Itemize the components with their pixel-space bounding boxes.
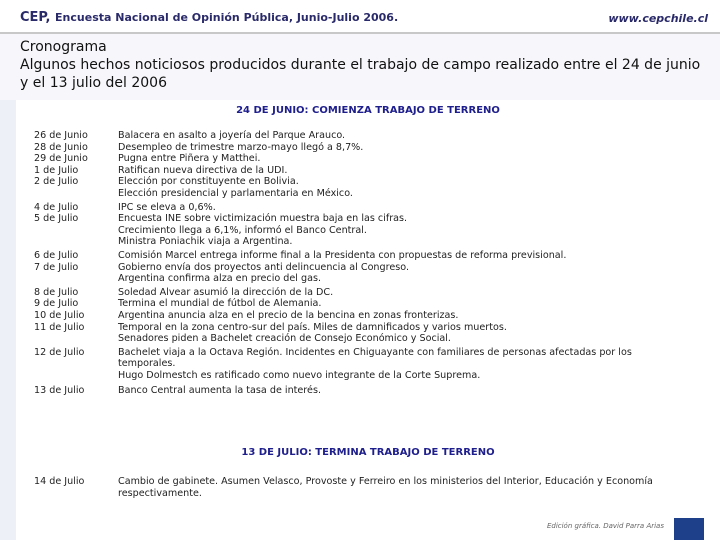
event-text: Banco Central aumenta la tasa de interés. — [118, 385, 321, 397]
event-text: Ministra Poniachik viaja a Argentina. — [118, 236, 293, 248]
header-brand: CEP, — [20, 10, 51, 25]
timeline-row — [18, 130, 718, 142]
row-date: 10 de Julio — [34, 309, 85, 321]
footer-logo-box — [674, 518, 704, 540]
row-date: 29 de Junio — [34, 153, 88, 165]
row-date: 28 de Junio — [34, 141, 88, 153]
event-text: Senadores piden a Bachelet creación de Consejo Económico y Social. — [118, 333, 451, 345]
event-text: IPC se eleva a 0,6%. — [118, 201, 216, 213]
row-date: 4 de Julio — [34, 201, 79, 213]
row-events — [118, 165, 718, 177]
event-text: Elección presidencial y parlamentaria en México. — [118, 187, 353, 199]
timeline-row — [18, 176, 718, 199]
left-stripe — [0, 34, 16, 540]
row-events — [118, 176, 718, 199]
event-text: Argentina confirma alza en precio del gas. — [118, 273, 322, 285]
row-events — [118, 202, 718, 214]
timeline-row — [18, 476, 718, 499]
header-subtitle: Encuesta Nacional de Opinión Pública, Junio-Julio 2006. — [55, 11, 399, 24]
title-block — [0, 34, 720, 100]
event-text: Gobierno envía dos proyectos anti delincuencia al Congreso. — [118, 261, 409, 273]
row-date: 14 de Julio — [34, 476, 85, 487]
section-heading-end: 13 DE JULIO: TERMINA TRABAJO DE TERRENO — [241, 447, 495, 458]
row-events — [118, 322, 718, 345]
timeline-row — [18, 287, 718, 299]
timeline-row — [18, 213, 718, 248]
row-date: 2 de Julio — [34, 176, 79, 188]
row-events — [118, 262, 718, 285]
timeline-row — [18, 165, 718, 177]
title-line-1: Cronograma — [20, 39, 107, 55]
event-text: Crecimiento llega a 6,1%, informó el Banco Central. — [118, 224, 367, 236]
row-events — [118, 250, 718, 262]
event-text: Cambio de gabinete. Asumen Velasco, Provoste y Ferreiro en los ministerios del Interior, Educación y Economía respectivamente. — [118, 476, 653, 499]
event-text: Encuesta INE sobre victimización muestra baja en las cifras. — [118, 213, 408, 225]
event-text: Pugna entre Piñera y Matthei. — [118, 153, 261, 165]
event-text: Argentina anuncia alza en el precio de la bencina en zonas fronterizas. — [118, 309, 459, 321]
timeline-row — [18, 250, 718, 262]
timeline-row — [18, 202, 718, 214]
header-title — [20, 10, 398, 25]
timeline-row — [18, 262, 718, 285]
row-events — [118, 153, 718, 165]
event-text: Bachelet viaja a la Octava Región. Incidentes en Chiguayante con familiares de personas afectadas por los temporales. — [118, 346, 632, 370]
row-date: 8 de Julio — [34, 286, 79, 298]
event-text: Balacera en asalto a joyería del Parque Arauco. — [118, 130, 346, 141]
row-events — [118, 476, 718, 499]
header-bar — [0, 0, 720, 34]
row-events — [118, 287, 718, 299]
event-text: Comisión Marcel entrega informe final a la Presidenta con propuestas de reforma previsional. — [118, 249, 567, 261]
row-date: 11 de Julio — [34, 321, 85, 333]
timeline-row — [18, 385, 718, 397]
event-text: Soledad Alvear asumió la dirección de la DC. — [118, 286, 334, 298]
row-date: 6 de Julio — [34, 249, 79, 261]
row-date: 7 de Julio — [34, 261, 79, 273]
row-date: 13 de Julio — [34, 385, 85, 397]
row-date: 5 de Julio — [34, 213, 79, 225]
event-text: Elección por constituyente en Bolivia. — [118, 176, 299, 188]
timeline-row — [18, 142, 718, 154]
title-line-2: Algunos hechos noticiosos producidos durante el trabajo de campo realizado entre el 24 de junio — [20, 57, 701, 73]
timeline-rows — [18, 130, 718, 397]
title-line-3: y el 13 julio del 2006 — [20, 75, 167, 91]
row-events — [118, 310, 718, 322]
section-heading-start: 24 DE JUNIO: COMIENZA TRABAJO DE TERRENO — [236, 105, 500, 116]
row-events — [118, 385, 718, 397]
timeline-row — [18, 322, 718, 345]
timeline-row — [18, 153, 718, 165]
row-events — [118, 298, 718, 310]
event-text: Termina el mundial de fútbol de Alemania. — [118, 298, 322, 310]
row-date: 9 de Julio — [34, 298, 79, 310]
row-date: 26 de Junio — [34, 130, 88, 141]
event-text: Temporal en la zona centro-sur del país. Miles de damnificados y varios muertos. — [118, 321, 507, 333]
row-date: 1 de Julio — [34, 164, 79, 176]
row-events — [118, 130, 718, 142]
event-text: Desempleo de trimestre marzo-mayo llegó a 8,7%. — [118, 141, 364, 153]
row-events — [118, 347, 718, 382]
timeline-row — [18, 298, 718, 310]
row-events — [118, 142, 718, 154]
footer-credit: Edición gráfica. David Parra Arias — [546, 522, 664, 530]
timeline-row — [18, 310, 718, 322]
event-text: Hugo Dolmestch es ratificado como nuevo integrante de la Corte Suprema. — [118, 369, 481, 381]
timeline-rows-after — [18, 476, 718, 499]
row-date: 12 de Julio — [34, 346, 85, 358]
header-url[interactable]: www.cepchile.cl — [608, 12, 708, 25]
event-text: Ratifican nueva directiva de la UDI. — [118, 164, 288, 176]
timeline-content — [18, 100, 718, 518]
row-events — [118, 213, 718, 248]
timeline-row — [18, 347, 718, 382]
